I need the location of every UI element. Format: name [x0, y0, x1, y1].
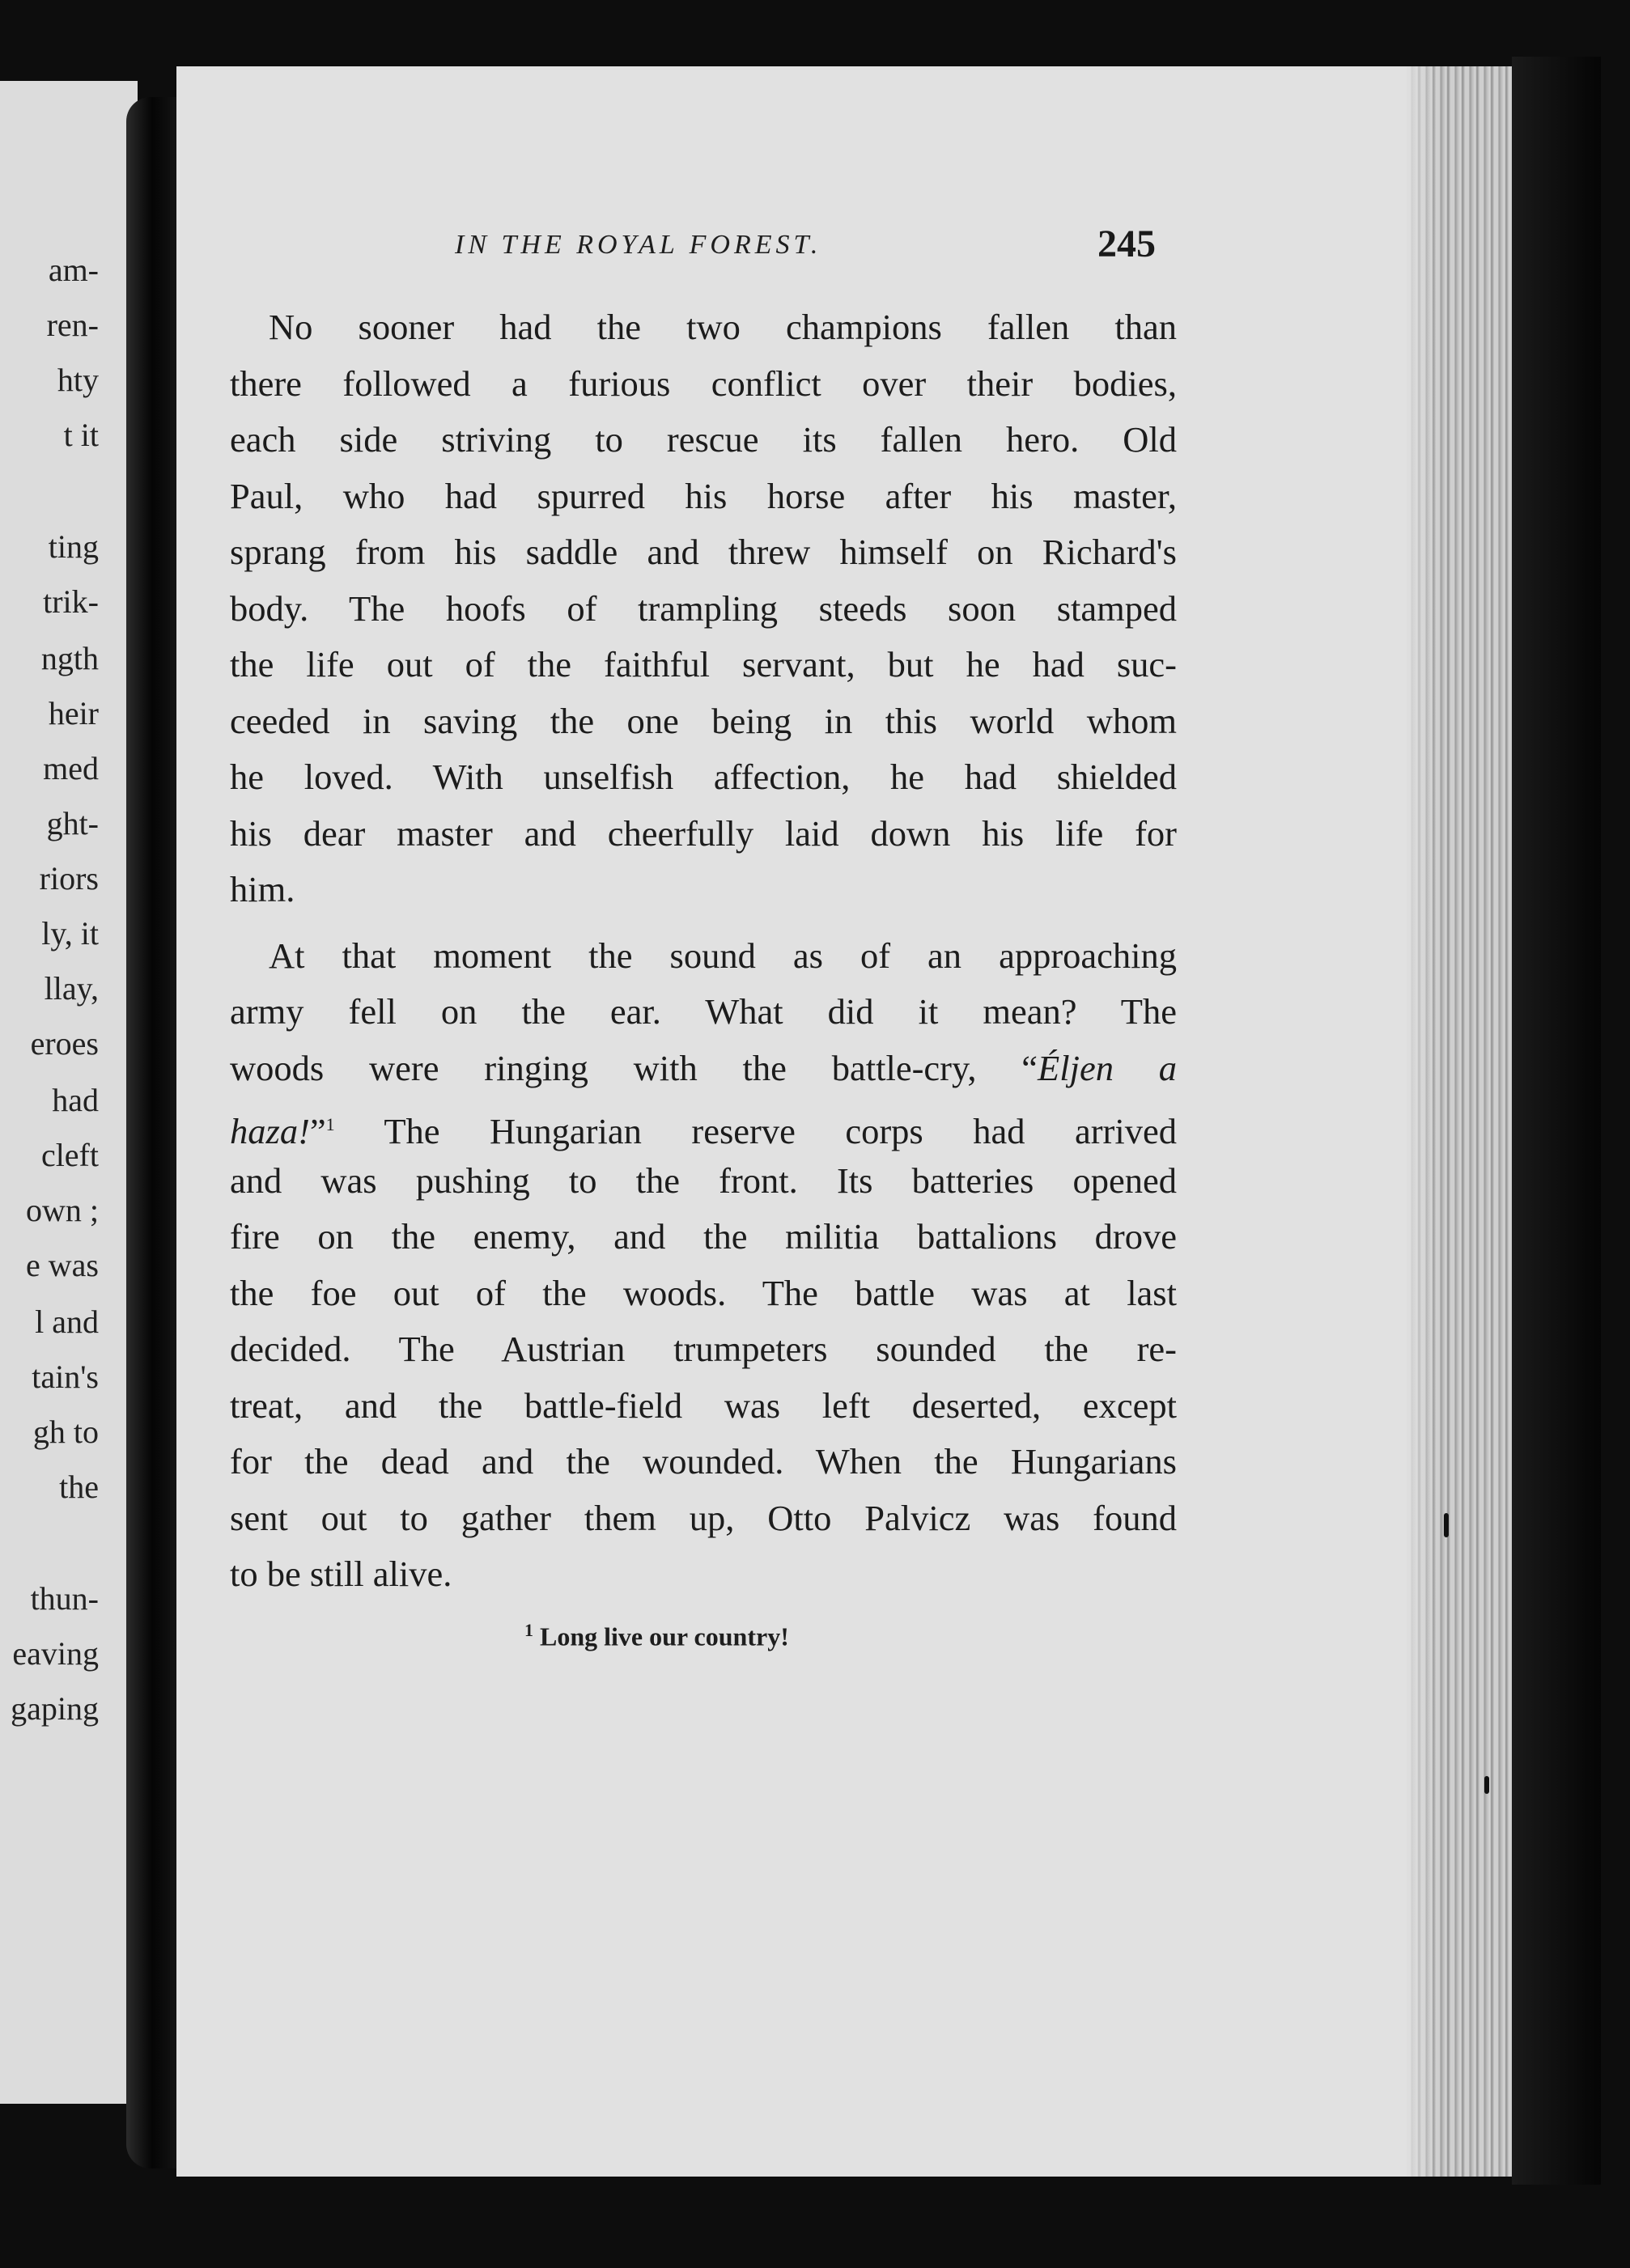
page-number: 245 — [1097, 223, 1156, 265]
battle-cry-text: Éljen a — [1038, 1047, 1177, 1088]
text-line: ceeded in saving the one being in this world whom — [230, 700, 1177, 741]
left-page-fragment: am- — [48, 252, 99, 288]
text-line: body. The hoofs of trampling steeds soon stamped — [230, 587, 1177, 629]
text-line: each side striving to rescue its fallen hero. Old — [230, 419, 1177, 460]
page-block-edges — [1407, 66, 1512, 2177]
text-line: sprang from his saddle and threw himself on Richard's — [230, 532, 1177, 572]
text-line: the life out of the faithful servant, but he had suc- — [230, 644, 1177, 685]
left-page-fragment: ght- — [46, 805, 99, 841]
facing-page-fragment — [0, 81, 138, 2104]
left-page-fragment: own ; — [26, 1192, 99, 1228]
left-page-fragment: riors — [39, 860, 99, 897]
text-line: At that moment the sound as of an approaching — [269, 935, 1177, 976]
footnote — [524, 1620, 789, 1652]
footnote-reference: 1 — [325, 1114, 335, 1134]
text-run: woods were ringing with the battle-cry, — [230, 1047, 977, 1088]
left-page-fragment: llay, — [44, 970, 99, 1007]
left-page-fragment: ren- — [46, 307, 99, 343]
close-quote: ” — [309, 1110, 326, 1151]
running-head: IN THE ROYAL FOREST. — [455, 230, 822, 260]
text-line: Paul, who had spurred his horse after his master, — [230, 475, 1177, 516]
text-line: the foe out of the woods. The battle was at last — [230, 1272, 1177, 1313]
left-page-fragment: the — [59, 1469, 99, 1505]
left-page-fragment: gaping — [11, 1690, 99, 1727]
text-line: fire on the enemy, and the militia battalions drove — [230, 1216, 1177, 1257]
left-page-fragment: cleft — [40, 1137, 99, 1173]
text-line: army fell on the ear. What did it mean? The — [230, 991, 1177, 1032]
left-page-fragment: ngth — [40, 640, 99, 676]
left-page-fragment: med — [43, 750, 99, 786]
text-line: treat, and the battle-field was left deserted, except — [230, 1384, 1177, 1426]
left-page-fragment: thun- — [30, 1580, 99, 1617]
text-line: him. — [230, 869, 295, 909]
edge-mark — [1484, 1776, 1489, 1794]
footnote-text: Long live our country! — [540, 1622, 789, 1651]
text-line: there followed a furious conflict over their bodies, — [230, 362, 1177, 404]
left-page-fragment: eaving — [12, 1635, 99, 1672]
edge-mark — [1444, 1513, 1449, 1537]
text-line: and was pushing to the front. Its batteries opened — [230, 1159, 1177, 1201]
body-text — [230, 299, 1177, 1603]
left-page-fragment: eroes — [30, 1025, 99, 1062]
text-line: sent out to gather them up, Otto Palvicz was found — [230, 1497, 1177, 1538]
left-page-fragment: heir — [48, 695, 99, 731]
footnote-marker: 1 — [524, 1620, 533, 1640]
text-line: he loved. With unselfish affection, he had shielded — [230, 757, 1177, 797]
battle-cry-text: haza! — [230, 1110, 310, 1151]
left-page-fragment: t it — [63, 417, 99, 453]
open-quote: “ — [1021, 1047, 1038, 1088]
left-page-fragment: tain's — [32, 1359, 99, 1395]
left-page-fragment: e was — [26, 1247, 99, 1283]
text-line — [230, 1041, 1177, 1097]
paragraph — [230, 299, 1177, 918]
left-page-fragment: l and — [35, 1304, 99, 1340]
left-page-fragment: hty — [57, 362, 99, 398]
text-line: decided. The Austrian trumpeters sounded the re- — [230, 1329, 1177, 1369]
left-page-fragment: ting — [48, 528, 99, 565]
text-line: to be still alive. — [230, 1554, 452, 1594]
paragraph — [230, 928, 1177, 1603]
text-line — [230, 1096, 1177, 1153]
left-page-fragment: ly, it — [41, 915, 99, 952]
text-line: No sooner had the two champions fallen than — [269, 307, 1177, 347]
left-page-fragment: had — [52, 1082, 99, 1118]
text-line: for the dead and the wounded. When the Hungarians — [230, 1441, 1177, 1482]
book-cover-edge — [1512, 57, 1601, 2185]
left-page-fragment: gh to — [32, 1414, 99, 1450]
left-page-fragment: trik- — [43, 583, 99, 620]
text-run: The Hungarian reserve corps had arrived — [384, 1110, 1177, 1151]
text-line: his dear master and cheerfully laid down his life for — [230, 812, 1177, 854]
